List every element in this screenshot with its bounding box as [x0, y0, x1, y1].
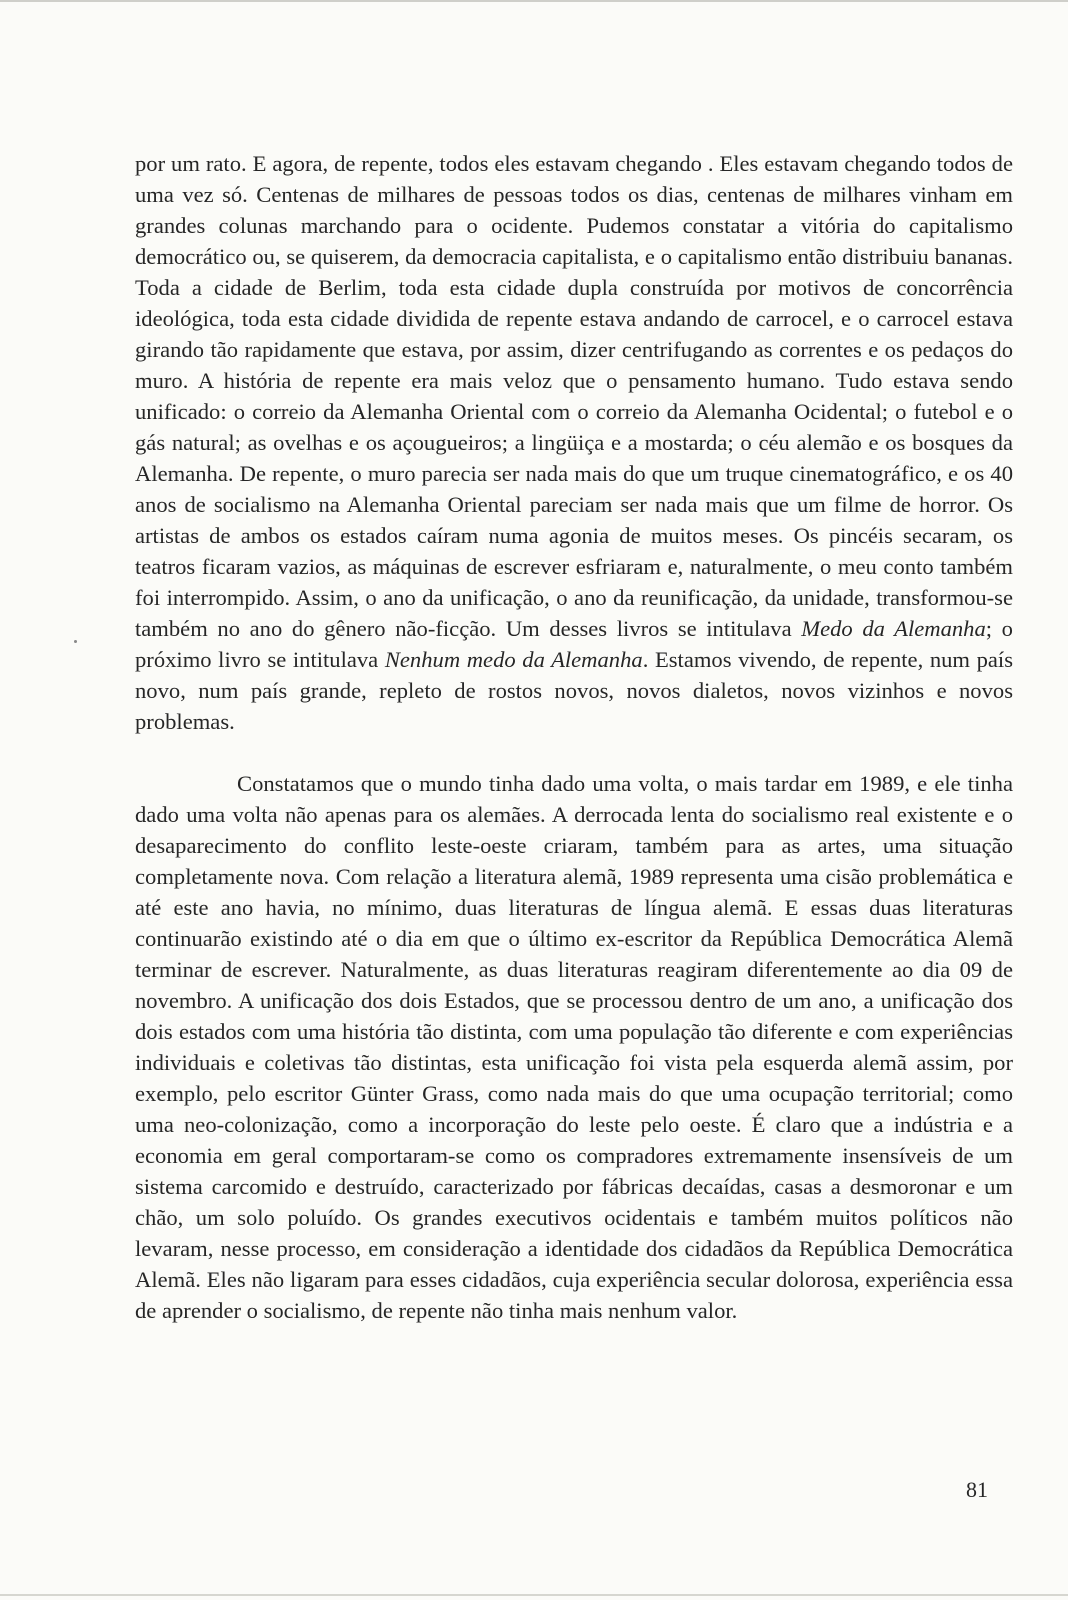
- paragraph-2: [135, 768, 1013, 1326]
- text-run: . Estamos vivendo, de repente, num país novo, num país grande, repleto de rostos novos, novos dialetos, novos vizinhos e novos problemas.: [135, 647, 1013, 734]
- page-number: 81: [966, 1477, 988, 1502]
- text-run: Constatamos que o mundo tinha dado uma volta, o mais tardar em 1989, e ele tinha dado uma volta não apenas para os alemães. A derrocada lenta do socialismo real existente e o desaparecimento do conflito leste-oeste criaram, também para as artes, uma situação completamente nova. Com relação a literatura alemã, 1989 representa uma cisão problemática e até este ano havia, no mínimo, duas literaturas de língua alemã. E essas duas literaturas continuarão existindo até o dia em que o último ex-escritor da República Democrática Alemã terminar de escrever. Naturalmente, as duas literaturas reagiram diferentemente ao dia 09 de novembro. A unificação dos dois Estados, que se processou dentro de um ano, a unificação dos dois estados com uma história tão distinta, com uma população tão diferente e com experiências individuais e coletivas tão distintas, esta unificação foi vista pela esquerda alemã assim, por exemplo, pelo escritor Günter Grass, como nada mais do que uma ocupação territorial; como uma neo-colonização, como a incorporação do leste pelo oeste. É claro que a indústria e a economia em geral comportaram-se como os compradores extremamente insensíveis de um sistema carcomido e destruído, caracterizado por fábricas decaídas, casas a desmoronar e um chão, um solo poluído. Os grandes executivos ocidentais e também muitos políticos não levaram, nesse processo, em consideração a identidade dos cidadãos da República Democrática Alemã. Eles não ligaram para esses cidadãos, cuja experiência secular dolorosa, experiência essa de aprender o socialismo, de repente não tinha mais nenhum valor.: [135, 771, 1013, 1323]
- bottom-edge-rule: [0, 1594, 1068, 1596]
- book-title-medo-da-alemanha: Medo da Alemanha: [801, 616, 986, 641]
- text-run: por um rato. E agora, de repente, todos eles estavam chegando . Eles estavam chegando todos de uma vez só. Centenas de milhares de pessoas todos os dias, centenas de milhares vinham em grandes colunas marchando para o ocidente. Pudemos constatar a vitória do capitalismo democrático ou, se quiserem, da democracia capitalista, e o capitalismo então distribuiu bananas. Toda a cidade de Berlim, toda esta cidade dupla construída por motivos de concorrência ideológica, toda esta cidade dividida de repente estava andando de carrocel, e o carrocel estava girando tão rapidamente que estava, por assim, dizer centrifugando as correntes e os pedaços do muro. A história de repente era mais veloz que o pensamento humano. Tudo estava sendo unificado: o correio da Alemanha Oriental com o correio da Alemanha Ocidental; o futebol e o gás natural; as ovelhas e os açougueiros; a lingüiça e a mostarda; o céu alemão e os bosques da Alemanha. De repente, o muro parecia ser nada mais do que um truque cinematográfico, e os 40 anos de socialismo na Alemanha Oriental pareciam ser nada mais que um filme de horror. Os artistas de ambos os estados caíram numa agonia de muitos meses. Os pincéis secaram, os teatros ficaram vazios, as máquinas de escrever esfriaram e, naturalmente, o meu conto também foi interrompido. Assim, o ano da unificação, o ano da reunificação, da unidade, transformou-se também no ano do gênero não-ficção. Um desses livros se intitulava: [135, 151, 1013, 641]
- paragraph-1: [135, 148, 1013, 737]
- book-title-nenhum-medo: Nenhum medo da Alemanha: [384, 647, 643, 672]
- top-edge-rule: [0, 0, 1068, 2]
- margin-mark: [74, 640, 77, 643]
- page-body: [135, 148, 1013, 1326]
- text-run: ; o próximo livro se intitulava: [135, 616, 1013, 672]
